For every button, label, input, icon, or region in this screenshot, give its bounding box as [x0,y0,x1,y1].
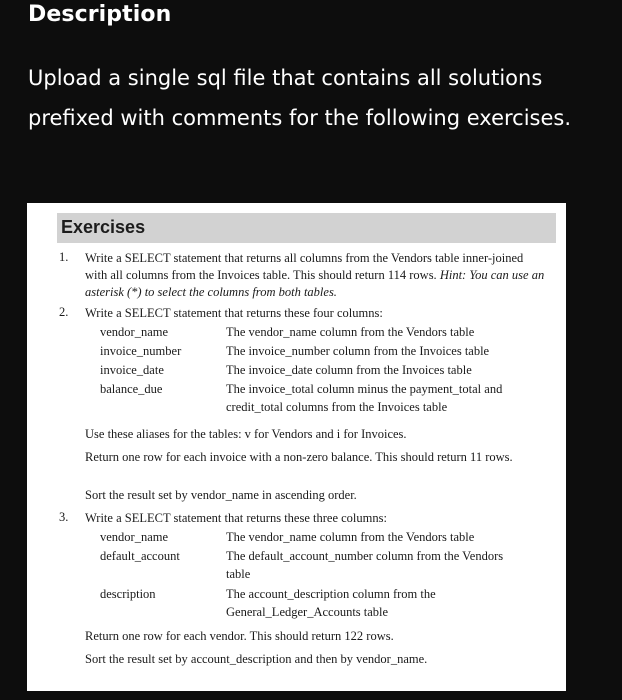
exercise-1-body: Write a SELECT statement that returns all columns from the Vendors table inner-joined with all columns from the Invoices table. This should return 114 rows. [85,251,524,282]
exercises-header [57,213,556,243]
exercise-2-text: Write a SELECT statement that returns these four columns: [85,306,383,320]
column-name: default_account [100,549,180,563]
column-description: The account_description column from the General_Ledger_Accounts table [226,587,436,619]
exercise-3-sort: Sort the result set by account_description and then by vendor_name. [85,652,428,666]
exercise-1-text [85,250,545,301]
exercise-1-hint: Hint: You can use an asterisk (*) to select the columns from both tables. [85,268,545,299]
exercise-1-number: 1. [59,250,69,264]
exercise-2-sort: Sort the result set by vendor_name in ascending order. [85,488,357,502]
exercises-heading: Exercises [61,217,146,237]
column-description: The vendor_name column from the Vendors table [226,325,475,339]
description-title: Description [28,2,172,27]
column-name: vendor_name [100,325,169,339]
exercise-3-number: 3. [59,510,69,524]
exercise-3-return: Return one row for each vendor. This should return 122 rows. [85,629,394,643]
column-name: invoice_number [100,344,182,358]
column-name: invoice_date [100,363,164,377]
column-description: The default_account_number column from the Vendors table [226,549,504,581]
column-name: balance_due [100,382,163,396]
exercises-image [27,203,566,691]
exercise-2-aliases: Use these aliases for the tables: v for Vendors and i for Invoices. [85,427,407,441]
column-description: The vendor_name column from the Vendors table [226,530,475,544]
column-description: The invoice_date column from the Invoices table [226,363,472,377]
description-intro: Upload a single sql file that contains all solutions prefixed with comments for the following exercises. [28,66,572,130]
column-description: The invoice_total column minus the payment_total and credit_total columns from the Invoices table [226,382,503,414]
exercise-2-number: 2. [59,305,69,319]
column-name: description [100,587,156,601]
column-name: vendor_name [100,530,169,544]
exercise-2-return: Return one row for each invoice with a non-zero balance. This should return 11 rows. [85,450,513,464]
exercise-3-text: Write a SELECT statement that returns these three columns: [85,511,387,525]
column-description: The invoice_number column from the Invoices table [226,344,490,358]
